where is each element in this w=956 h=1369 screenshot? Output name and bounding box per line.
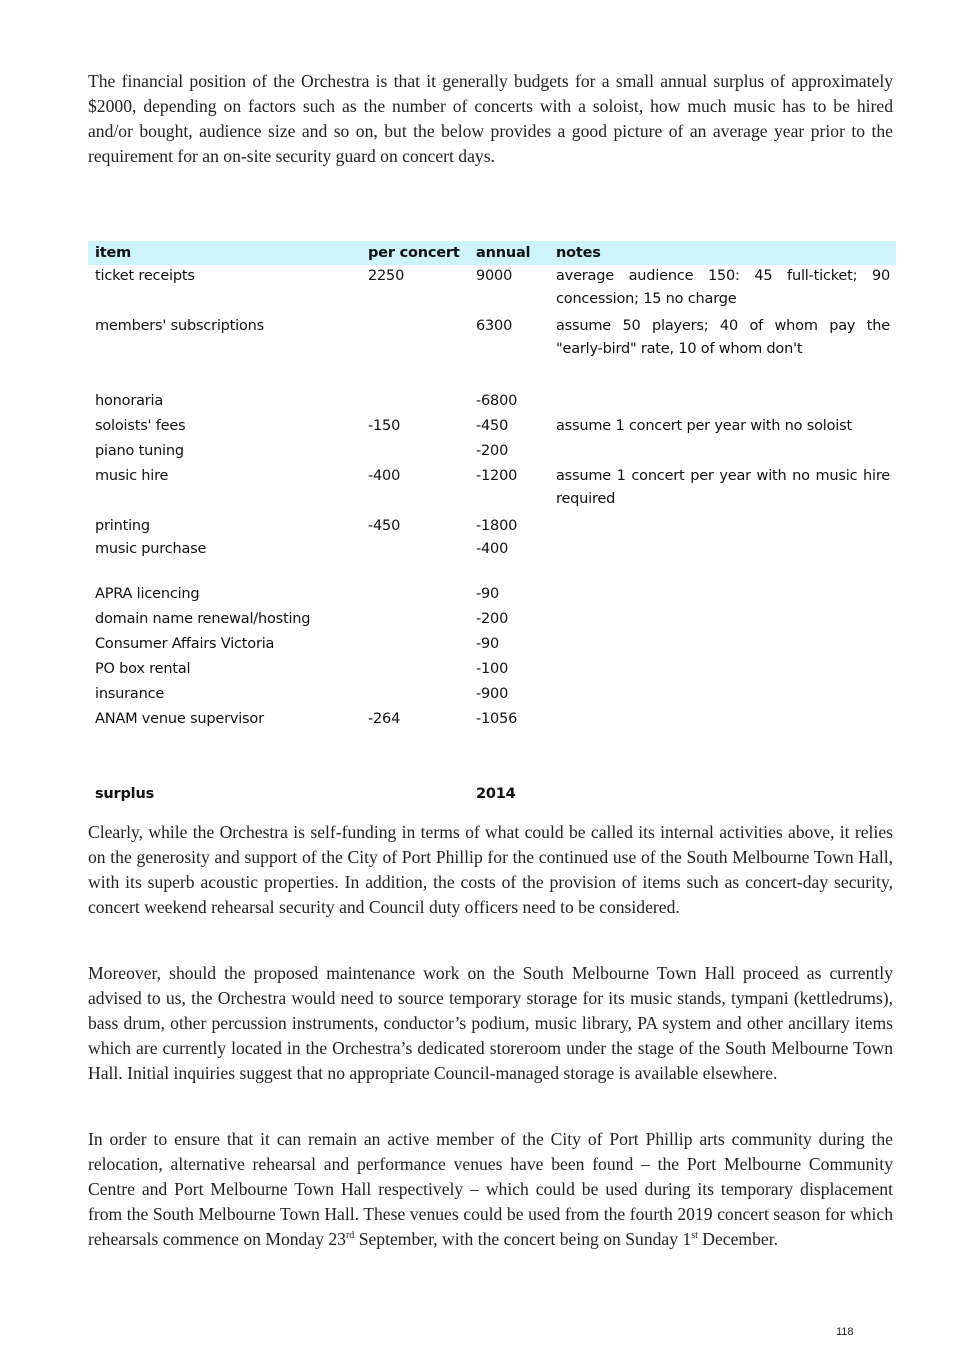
clearly-paragraph: Clearly, while the Orchestra is self-funding in terms of what could be called its internal activities above, it relies on the generosity and support of the City of Port Phillip for the continued use of the South Melbourne Town Hall, with its superb acoustic properties. In addition, the costs of the provision of items such as concert-day security, concert weekend rehearsal security and Council duty officers need to be considered. <box>88 822 893 917</box>
moreover-paragraph: Moreover, should the proposed maintenance work on the South Melbourne Town Hall proceed as currently advised to us, the Orchestra would need to source temporary storage for its music stands, tympani (kettledrums), bass drum, other percussion instruments, conductor’s podium, music library, PA system and other ancillary items which are currently located in the Orchestra’s dedicated storeroom under the stage of the South Melbourne Town Hall. Initial inquiries suggest that no appropriate Council-managed storage is available elsewhere. <box>88 963 893 1083</box>
budget-table <box>88 241 896 808</box>
item-cell: music purchase <box>95 541 207 557</box>
table-row <box>88 315 896 390</box>
table-row <box>88 658 896 683</box>
annual-cell: -1056 <box>476 711 518 727</box>
annual-cell: -200 <box>476 611 509 627</box>
per-concert-cell <box>361 658 469 683</box>
table-row <box>88 440 896 465</box>
notes-cell: average audience 150: 45 full-ticket; 90 concession; 15 no charge <box>556 268 890 307</box>
item-cell: APRA licencing <box>95 586 200 602</box>
table-row <box>88 390 896 415</box>
date-suffix: st <box>691 1230 698 1242</box>
notes-cell <box>549 440 896 465</box>
annual-cell: -450 <box>476 418 509 434</box>
item-cell: soloists' fees <box>95 418 186 434</box>
item-cell: domain name renewal/hosting <box>95 611 311 627</box>
annual-cell: -900 <box>476 686 509 702</box>
per-concert-cell <box>361 538 469 583</box>
annual-cell: -1200 <box>476 468 518 484</box>
per-concert-cell <box>361 583 469 608</box>
per-concert-cell <box>361 633 469 658</box>
per-concert-cell <box>361 683 469 708</box>
item-cell: Consumer Affairs Victoria <box>95 636 275 652</box>
table-header-row <box>88 241 896 265</box>
surplus-label: surplus <box>95 786 155 802</box>
annual-cell: -1800 <box>476 518 518 534</box>
item-cell: honoraria <box>95 393 164 409</box>
annual-cell: -90 <box>476 636 500 652</box>
per-concert-cell: -264 <box>368 711 401 727</box>
table-spacer-row <box>88 733 896 783</box>
item-cell: insurance <box>95 686 165 702</box>
date-suffix: rd <box>345 1230 355 1242</box>
per-concert-cell: -150 <box>368 418 401 434</box>
per-concert-cell: -400 <box>368 468 401 484</box>
in-order-text-end: December. <box>697 1229 778 1249</box>
item-cell: piano tuning <box>95 443 184 459</box>
header-per-concert: per concert <box>368 245 460 261</box>
intro-paragraph: The financial position of the Orchestra is that it generally budgets for a small annual surplus of approximately $2000, depending on factors such as the number of concerts with a soloist, how much music has to be hired and/or bought, audience size and so on, but the below provides a good picture of an average year prior to the requirement for an on-site security guard on concert days. <box>88 71 893 166</box>
item-cell: music hire <box>95 468 169 484</box>
notes-cell: assume 50 players; 40 of whom pay the "early-bird" rate, 10 of whom don't <box>556 318 890 357</box>
item-cell: ticket receipts <box>95 268 195 284</box>
item-cell: ANAM venue supervisor <box>95 711 264 727</box>
annual-cell: -200 <box>476 443 509 459</box>
notes-cell <box>549 515 896 538</box>
table-row <box>88 633 896 658</box>
item-cell: PO box rental <box>95 661 191 677</box>
notes-cell <box>549 390 896 415</box>
table-row <box>88 683 896 708</box>
table-row <box>88 415 896 440</box>
notes-cell <box>549 608 896 633</box>
annual-cell: -6800 <box>476 393 518 409</box>
header-notes: notes <box>556 245 601 261</box>
per-concert-cell <box>361 390 469 415</box>
item-cell: members' subscriptions <box>95 318 265 334</box>
annual-cell: -400 <box>476 541 509 557</box>
table-row <box>88 465 896 515</box>
annual-cell: 6300 <box>476 318 513 334</box>
annual-cell: -100 <box>476 661 509 677</box>
table-row <box>88 538 896 583</box>
table-row <box>88 608 896 633</box>
per-concert-cell <box>361 440 469 465</box>
notes-cell: assume 1 concert per year with no soloist <box>556 418 852 434</box>
per-concert-cell <box>361 608 469 633</box>
header-item: item <box>95 245 132 261</box>
notes-cell <box>549 633 896 658</box>
notes-cell <box>549 658 896 683</box>
item-cell: printing <box>95 518 150 534</box>
annual-cell: -90 <box>476 586 500 602</box>
header-annual: annual <box>476 245 531 261</box>
page-number: 118 <box>836 1326 854 1338</box>
notes-cell <box>549 538 896 583</box>
surplus-value: 2014 <box>476 786 516 802</box>
surplus-row <box>88 783 896 808</box>
table-row <box>88 515 896 538</box>
per-concert-cell: -450 <box>368 518 401 534</box>
in-order-text-mid: September, with the concert being on Sunday 1 <box>354 1229 692 1249</box>
in-order-paragraph <box>88 1127 893 1252</box>
notes-cell: assume 1 concert per year with no music hire required <box>556 468 890 507</box>
per-concert-cell <box>361 315 469 390</box>
table-row <box>88 708 896 733</box>
notes-cell <box>549 683 896 708</box>
per-concert-cell: 2250 <box>368 268 405 284</box>
notes-cell <box>549 708 896 733</box>
notes-cell <box>549 583 896 608</box>
table-row <box>88 583 896 608</box>
in-order-text: In order to ensure that it can remain an active member of the City of Port Phillip arts community during the relocation, alternative rehearsal and performance venues have been found – the Port Melbourne Community Centre and Port Melbourne Town Hall respectively – which could be used during its temporary displacement from the South Melbourne Town Hall. These venues could be used from the fourth 2019 concert season for which rehearsals commence on Monday 23 <box>88 1129 893 1249</box>
annual-cell: 9000 <box>476 268 513 284</box>
table-row <box>88 265 896 315</box>
